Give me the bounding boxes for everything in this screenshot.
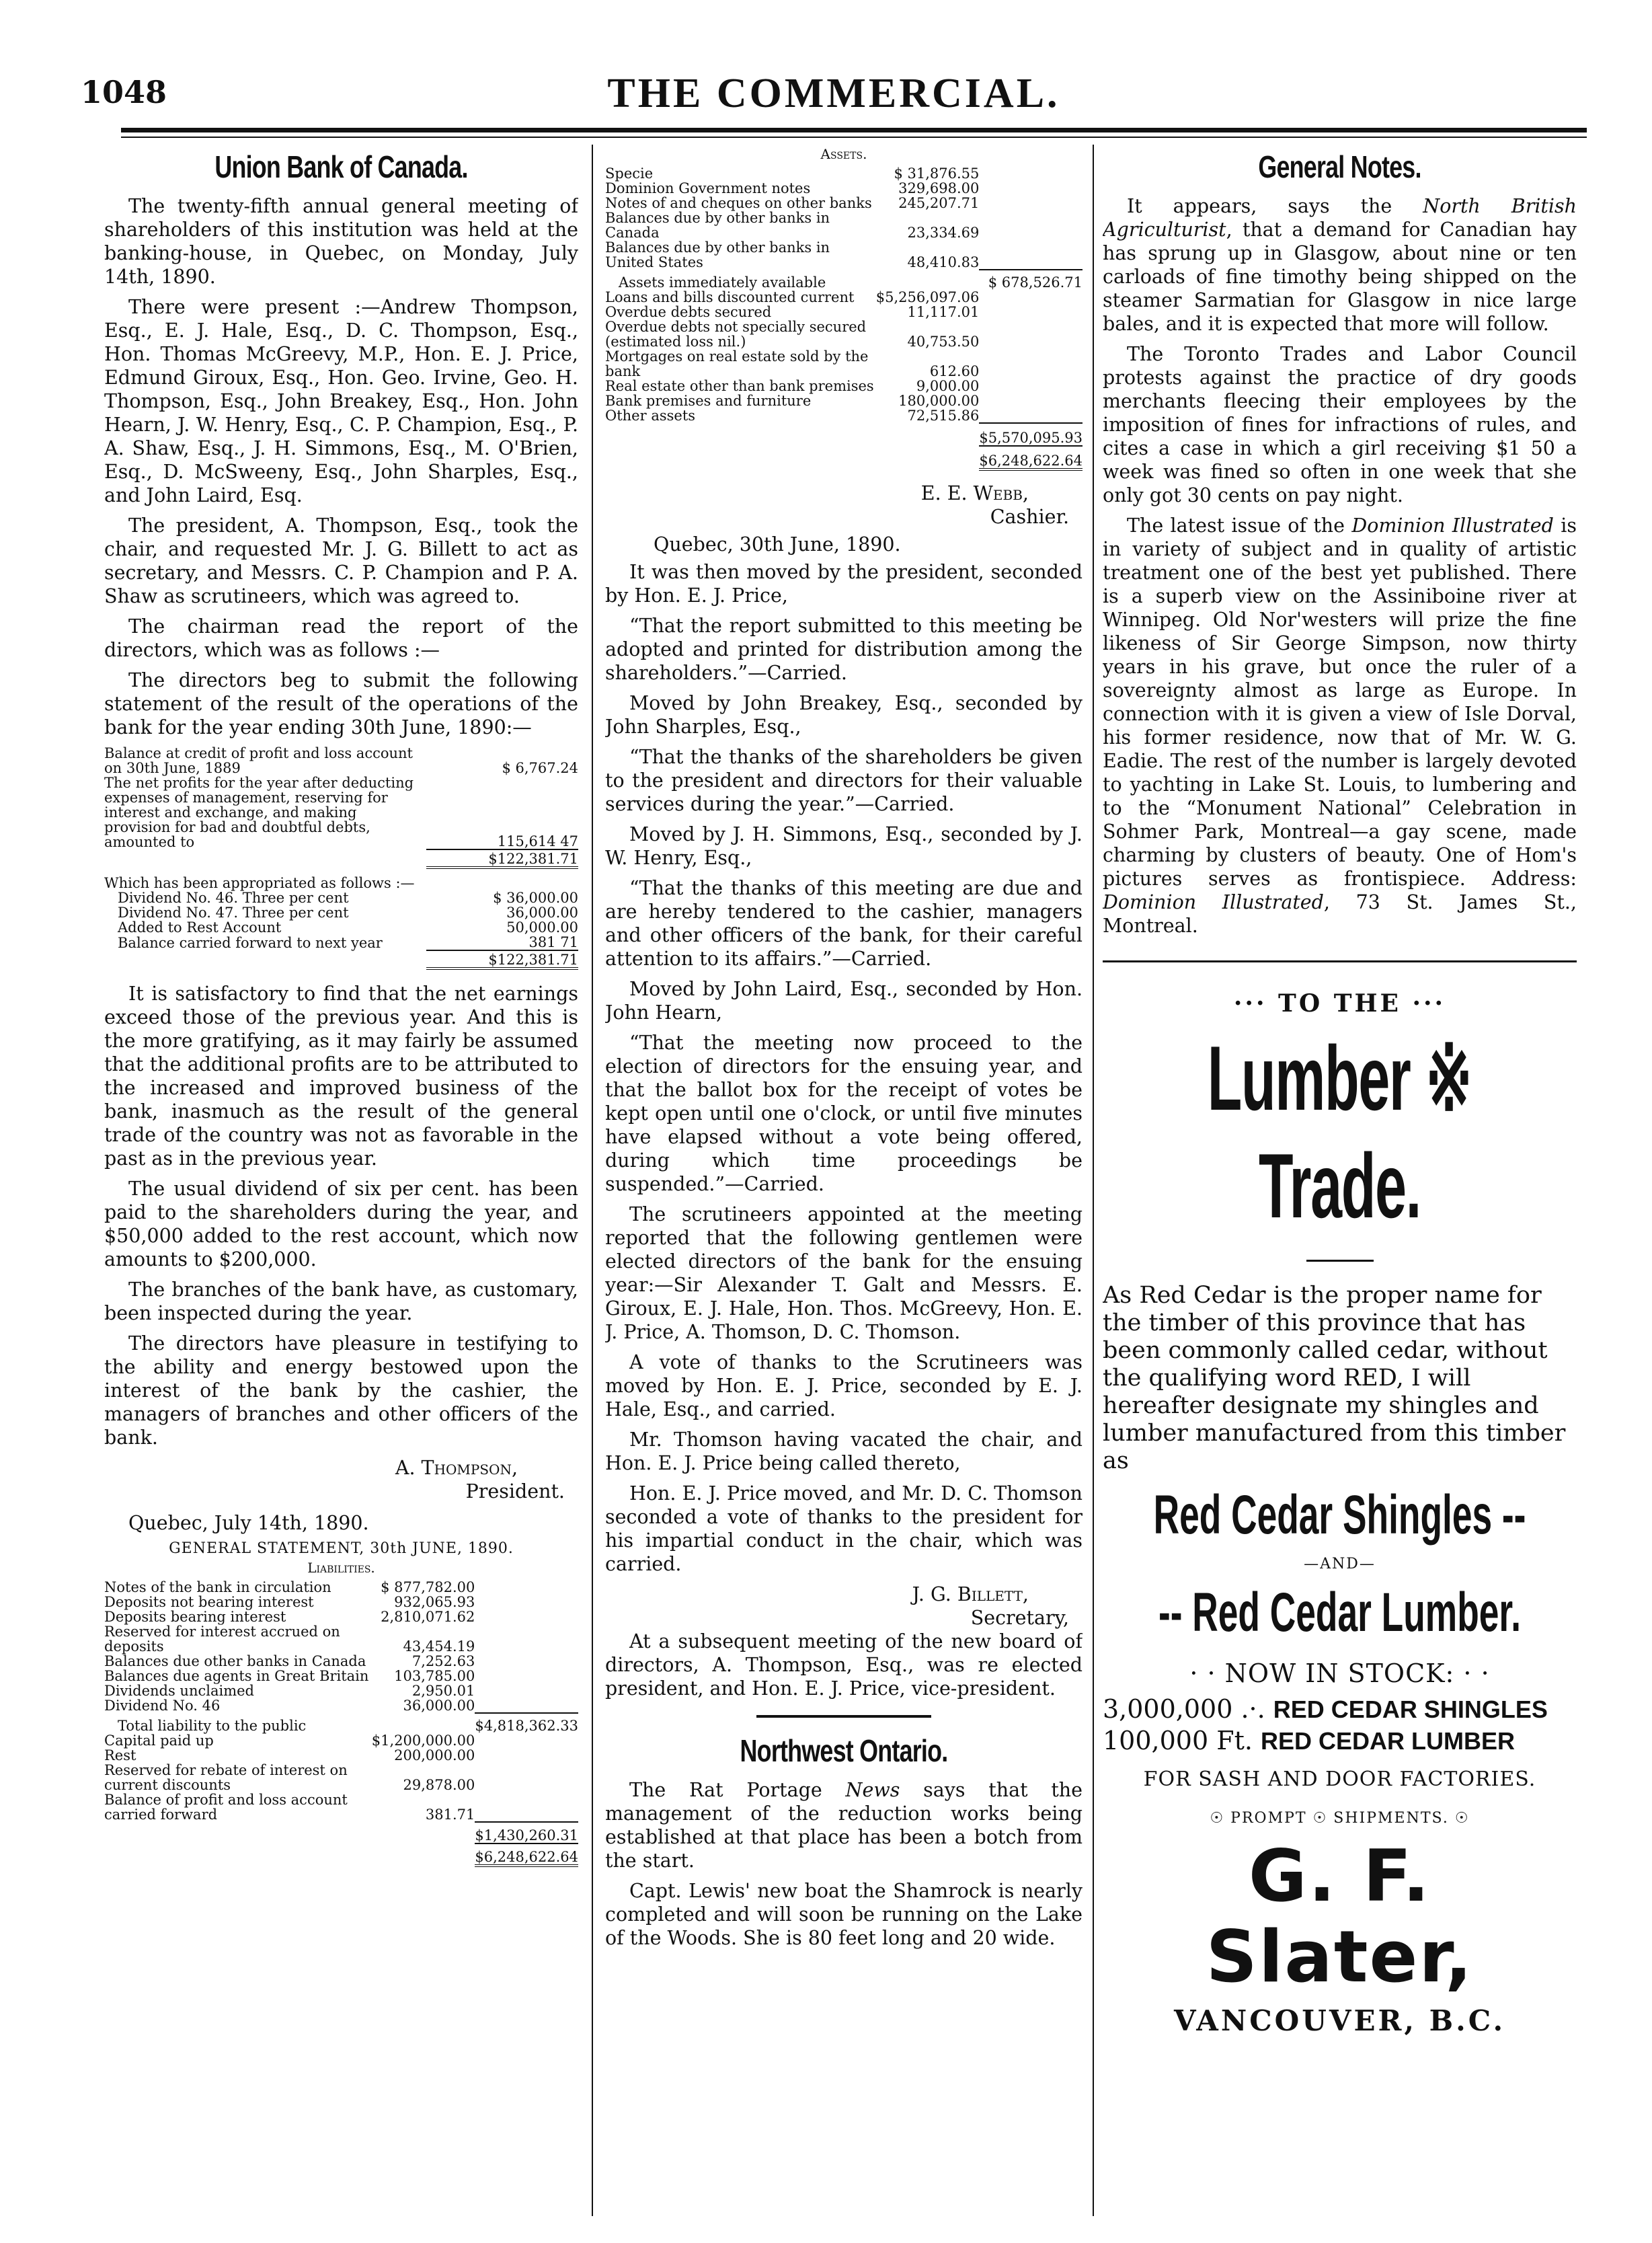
column-3 <box>1103 145 1577 2216</box>
table-row: Bank premises and furniture 180,000.00 <box>605 393 980 409</box>
liabilities-table <box>104 1580 578 1867</box>
table-row: Rest 200,000.00 <box>104 1747 475 1763</box>
paragraph: Moved by John Laird, Esq., seconded by Hon. John Hearn, <box>605 978 1083 1024</box>
ad-product-shingles: Red Cedar Shingles -- <box>1153 1484 1526 1546</box>
appropriation-table <box>104 876 578 970</box>
table-row: The net profits for the year after deducting expenses of management, reserving for interest and exchange, and making provision for bad and doubtful debts, amounted to 115,614 47 <box>104 775 578 850</box>
column-rule <box>592 145 593 2216</box>
advertisement-rule <box>1103 960 1577 962</box>
ad-kicker: ··· TO THE ··· <box>1233 989 1446 1018</box>
paper-title: THE COMMERCIAL. <box>607 71 1060 116</box>
ad-now-in-stock: · · NOW IN STOCK: · · <box>1189 1659 1490 1688</box>
paragraph: The latest issue of the Dominion Illustrated is in variety of subject and in quality of artistic treatment one of the best yet published. There is a superb view on the Assiniboine river at Winnipeg. Old Nor'westers will prize the fine likeness of Sir George Simpson, now thirty years in his grave, but once the ruler of a sovereignty almost as large as Europe. In connection with it is given a view of Isle Dorval, his former residence, now that of Mr. W. G. Eadie. The rest of the number is largely devoted to yachting in Lake St. Louis, to lumbering and to the “Monument National” Celebration in Sohmer Park, Montreal—a gay scene, made charming by clusters of beauty. One of Hom's pictures serves as frontispiece. Address: Dominion Illustrated, 73 St. James St., Montreal. <box>1103 515 1577 937</box>
liabilities-label: Liabilities. <box>307 1560 375 1576</box>
column-2 <box>605 145 1083 2216</box>
dateline: Quebec, 30th June, 1890. <box>654 533 901 556</box>
table-row: Deposits bearing interest 2,810,071.62 <box>104 1609 475 1625</box>
paragraph: The Rat Portage News says that the management of the reduction works being established at that place has been a botch from the start. <box>605 1779 1083 1872</box>
table-row: Capital paid up $1,200,000.00 <box>104 1733 475 1749</box>
table-row: Loans and bills discounted current $5,256,097.06 <box>605 289 980 305</box>
table-total-row: $122,381.71 <box>104 950 578 968</box>
table-row: Balances due other banks in Canada 7,252.63 <box>104 1653 475 1669</box>
paragraph: Moved by John Breakey, Esq., seconded by John Sharples, Esq., <box>605 692 1083 738</box>
table-total-row: $5,570,095.93 <box>605 423 1083 446</box>
paragraph: The chairman read the report of the directors, which was as follows :— <box>104 615 578 661</box>
paragraph: The twenty-fifth annual general meeting of shareholders of this institution was held at the banking-house, in Quebec, on Monday, July 14th, 1890. <box>104 195 578 288</box>
paragraph: Capt. Lewis' new boat the Shamrock is nearly completed and will soon be running on the Lake of the Woods. She is 80 feet long and 20 wide. <box>605 1880 1083 1949</box>
table-row: Balances due by other banks in United States 48,410.83 <box>605 239 980 270</box>
article-title-union-bank: Union Bank of Canada. <box>214 149 468 184</box>
table-row: Dominion Government notes 329,698.00 <box>605 180 980 196</box>
paragraph: Hon. E. J. Price moved, and Mr. D. C. Thomson seconded a vote of thanks to the president for his impartial conduct in the chair, which was carried. <box>605 1482 1083 1575</box>
signature-name: A. Thompson, <box>395 1457 518 1479</box>
table-row: Notes of and cheques on other banks 245,207.71 <box>605 195 980 211</box>
paragraph: The Toronto Trades and Labor Council protests against the practice of dry goods merchants fleecing their employees by the imposition of fines for infractions of rules, and cites a case in which a girl receiving $1 50 a week was fined so often in one week that she only got 30 cents on pay night. <box>1103 343 1577 506</box>
paragraph: “That the report submitted to this meeting be adopted and printed for distribution among the shareholders.”—Carried. <box>605 615 1083 684</box>
masthead-rule-thin <box>121 137 1587 138</box>
table-row: Balances due agents in Great Britain 103,785.00 <box>104 1668 475 1684</box>
table-row: Other assets 72,515.86 <box>605 408 980 424</box>
table-total-row: $6,248,622.64 <box>605 446 1083 469</box>
column-1 <box>104 145 578 2216</box>
ad-firm-name: G. F. Slater, <box>1206 1835 1474 1998</box>
table-row: Notes of the bank in circulation $ 877,782.00 <box>104 1579 475 1595</box>
paragraph: “That the thanks of this meeting are due and are hereby tendered to the cashier, managers and other officers of the bank, for their careful attention to its affairs.”—Carried. <box>605 877 1083 970</box>
paragraph: “That the meeting now proceed to the election of directors for the ensuing year, and that the ballot box for the receipt of votes be kept open until one o'clock, or until five minutes have elapsed without a vote being offered, during which time proceedings be suspended.”—Carried. <box>605 1032 1083 1195</box>
masthead <box>81 71 1587 128</box>
assets-label: Assets. <box>820 146 867 162</box>
table-row: Balance carried forward to next year 381 71 <box>118 934 578 951</box>
table-row: Dividend No. 47. Three per cent 36,000.00 <box>118 905 578 921</box>
signature-name: E. E. Webb, <box>920 482 1029 504</box>
paragraph: “That the thanks of the shareholders be given to the president and directors for their valuable services during the year.”—Carried. <box>605 746 1083 815</box>
paragraph: Moved by J. H. Simmons, Esq., seconded by J. W. Henry, Esq., <box>605 823 1083 869</box>
ad-city: VANCOUVER, B.C. <box>1173 2004 1506 2037</box>
ad-product-lumber: -- Red Cedar Lumber. <box>1158 1582 1522 1643</box>
table-row: Overdue debts not specially secured (estimated loss nil.) 40,753.50 <box>605 319 980 350</box>
signature-name: J. G. Billett, <box>912 1583 1029 1605</box>
table-total-row: $122,381.71 <box>104 849 578 868</box>
paragraph: It was then moved by the president, seconded by Hon. E. J. Price, <box>605 561 1083 607</box>
table-row: Dividends unclaimed 2,950.01 <box>104 1683 475 1699</box>
column-rule <box>1093 145 1094 2216</box>
paragraph: It appears, says the North British Agriculturist, that a demand for Canadian hay has sprung up in Glasgow, about nine or ten carloads of fine timothy being shipped on the steamer Sarmatian for Glasgow in nice large bales, and it is expected that more will follow. <box>1103 195 1577 335</box>
masthead-rule <box>121 128 1587 132</box>
paragraph: It is satisfactory to find that the net earnings exceed those of the previous year. And this is the more gratifying, as it may fairly be assumed that the additional profits are to be attributed to the increased and improved business of the bank, inasmuch as the result of the general trade of the country was not as favorable in the past as in the previous year. <box>104 983 578 1170</box>
table-row: Added to Rest Account 50,000.00 <box>118 919 578 936</box>
paragraph: There were present :—Andrew Thompson, Esq., E. J. Hale, Esq., D. C. Thompson, Esq., Hon. Thomas McGreevy, M.P., Hon. E. J. Price, Edmund Giroux, Esq., Hon. Geo. Irvine, Geo. H. Thompson, Esq., John Breakey, Esq., Hon. John Hearn, J. W. Henry, Esq., C. P. Champion, Esq., P. A. Shaw, Esq., J. H. Simmons, Esq., M. O'Brien, Esq., D. McSweeny, Esq., John Sharples, Esq., and John Laird, Esq. <box>104 296 578 506</box>
table-row: Deposits not bearing interest 932,065.93 <box>104 1594 475 1610</box>
table-row: Mortgages on real estate sold by the bank 612.60 <box>605 348 980 379</box>
table-row: Overdue debts secured 11,117.01 <box>605 304 980 320</box>
table-total-row: $6,248,622.64 <box>104 1843 578 1866</box>
ad-and: —AND— <box>1304 1556 1376 1572</box>
table-row: Real estate other than bank premises 9,000.00 <box>605 378 980 394</box>
signature-title: Secretary, <box>970 1607 1069 1629</box>
paragraph: At a subsequent meeting of the new board of directors, A. Thompson, Esq., was re elected president, and Hon. E. J. Price, vice-president. <box>605 1630 1083 1700</box>
section-divider <box>756 1715 931 1718</box>
page-number: 1048 <box>81 74 167 110</box>
table-caption: Which has been appropriated as follows :— <box>104 875 415 891</box>
table-row: Specie $ 31,876.55 <box>605 165 980 182</box>
ad-factories: FOR SASH AND DOOR FACTORIES. <box>1143 1767 1536 1791</box>
article-title-general-notes: General Notes. <box>1258 149 1421 184</box>
lumber-advertisement <box>1103 989 1577 2037</box>
table-row: Dividend No. 46. Three per cent $ 36,000.00 <box>118 890 578 906</box>
ad-quantity-shingles: 3,000,000 .·. RED CEDAR SHINGLES <box>1103 1694 1548 1724</box>
table-row: Balance at credit of profit and loss account on 30th June, 1889 $ 6,767.24 <box>104 745 578 776</box>
ad-quantity-lumber: 100,000 Ft. RED CEDAR LUMBER <box>1103 1726 1516 1755</box>
ad-divider <box>1306 1260 1374 1262</box>
ad-prompt-shipments: ☉ PROMPT ☉ SHIPMENTS. ☉ <box>1210 1810 1470 1827</box>
paragraph: Mr. Thomson having vacated the chair, and Hon. E. J. Price being called thereto, <box>605 1429 1083 1474</box>
ad-headline: Lumber ※ Trade. <box>1207 1027 1472 1237</box>
table-row: Dividend No. 46 36,000.00 <box>104 1698 475 1714</box>
table-row: Balance of profit and loss account carried forward 381.71 <box>104 1792 475 1823</box>
profit-table <box>104 746 578 869</box>
paragraph: The directors have pleasure in testifying to the ability and energy bestowed upon the interest of the bank by the cashier, the managers of branches and other officers of the bank. <box>104 1332 578 1449</box>
assets-table <box>605 166 1083 471</box>
statement-title: GENERAL STATEMENT, 30th JUNE, 1890. <box>169 1540 514 1557</box>
table-total-row: Total liability to the public $4,818,362.33 <box>104 1713 578 1733</box>
dateline: Quebec, July 14th, 1890. <box>128 1512 369 1534</box>
table-total-row: Assets immediately available $ 678,526.71 <box>605 270 1083 290</box>
paragraph: The directors beg to submit the following statement of the result of the operations of the bank for the year ending 30th June, 1890:— <box>104 669 578 738</box>
table-row: Reserved for rebate of interest on current discounts 29,878.00 <box>104 1762 475 1793</box>
paragraph: The branches of the bank have, as customary, been inspected during the year. <box>104 1279 578 1324</box>
paragraph: The president, A. Thompson, Esq., took the chair, and requested Mr. J. G. Billett to act as secretary, and Messrs. C. P. Champion and P. A. Shaw as scrutineers, which was agreed to. <box>104 515 578 607</box>
table-row: Reserved for interest accrued on deposits 43,454.19 <box>104 1624 475 1655</box>
paragraph: The scrutineers appointed at the meeting reported that the following gentlemen were elected directors of the bank for the ensuing year:—Sir Alexander T. Galt and Messrs. E. Giroux, E. J. Hale, Hon. Thos. McGreevy, Hon. E. J. Price, A. Thomson, D. C. Thomson. <box>605 1203 1083 1343</box>
ad-body: As Red Cedar is the proper name for the timber of this province that has been commonly called cedar, without the qualifying word RED, I will hereafter designate my shingles and lumber manufactured from this timber as <box>1103 1282 1566 1474</box>
article-title-northwest-ontario: Northwest Ontario. <box>740 1733 948 1768</box>
paragraph: The usual dividend of six per cent. has been paid to the shareholders during the year, and $50,000 added to the rest account, which now amounts to $200,000. <box>104 1178 578 1270</box>
signature-title: President. <box>465 1480 565 1503</box>
paragraph: A vote of thanks to the Scrutineers was moved by Hon. E. J. Price, seconded by E. J. Hale, Esq., and carried. <box>605 1351 1083 1420</box>
signature-title: Cashier. <box>990 506 1069 528</box>
table-row: Balances due by other banks in Canada 23,334.69 <box>605 210 980 241</box>
table-total-row: $1,430,260.31 <box>104 1822 578 1843</box>
